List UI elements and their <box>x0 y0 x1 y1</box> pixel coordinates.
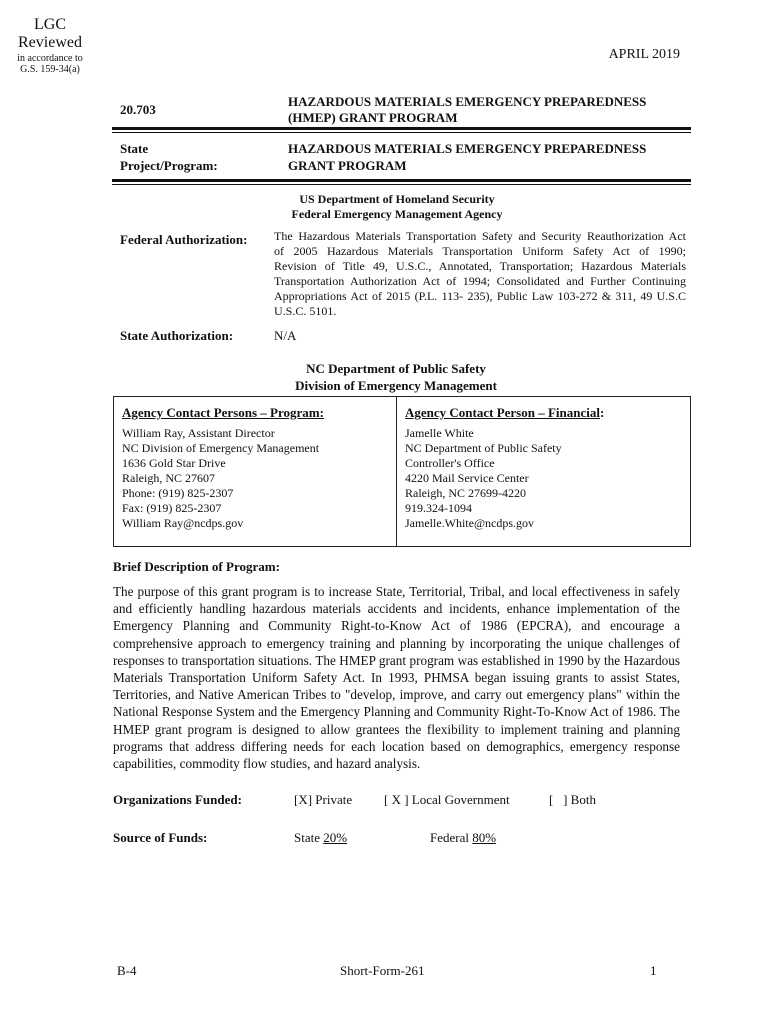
org-private-checkbox: [X] Private <box>294 792 353 807</box>
stamp-line-4: G.S. 159-34(a) <box>20 64 80 76</box>
lgc-review-stamp <box>8 16 92 76</box>
program-contact-fax: Fax: (919) 825-2307 <box>122 501 222 515</box>
financial-contact-line: 4220 Mail Service Center <box>405 471 529 485</box>
federal-authorization-line: Appropriations Act of 2015 (P.L. 113- 235), Public Law 103-272 & 311, 49 U.S.C <box>274 289 686 303</box>
federal-agency-line-1: US Department of Homeland Security <box>299 192 495 206</box>
state-program-label <box>120 140 218 174</box>
financial-contact-line: Jamelle White <box>405 426 474 440</box>
program-contact-cell <box>114 397 397 546</box>
federal-agency-line-2: Federal Emergency Management Agency <box>291 207 503 221</box>
state-program-value-line-2: GRANT PROGRAM <box>288 158 407 173</box>
state-authorization-value: N/A <box>274 328 297 343</box>
federal-funds-value: 80% <box>472 830 497 845</box>
state-program-value <box>288 140 646 174</box>
agency-contacts-table <box>113 396 691 547</box>
org-both-checkbox: [ ] Both <box>549 792 596 807</box>
state-program-value-line-1: HAZARDOUS MATERIALS EMERGENCY PREPAREDNESS <box>288 141 647 156</box>
footer-form-name: Short-Form-261 <box>340 963 425 978</box>
financial-contact-cell <box>397 397 690 546</box>
financial-contact-heading-wrap <box>405 405 690 421</box>
state-funds <box>294 830 347 846</box>
program-contact-line: William Ray, Assistant Director <box>122 426 275 440</box>
state-program-divider <box>112 179 691 185</box>
financial-contact-line: Raleigh, NC 27699-4220 <box>405 486 526 500</box>
program-title <box>288 94 646 126</box>
state-funds-label: State <box>294 830 320 845</box>
state-program-label-line-2: Project/Program: <box>120 158 218 173</box>
program-contact-line: NC Division of Emergency Management <box>122 441 320 455</box>
stamp-line-2: Reviewed <box>18 34 82 52</box>
program-contact-email: William Ray@ncdps.gov <box>122 516 244 530</box>
federal-authorization-line: of 2005 Hazardous Materials Transportation Uniform Safety Act of 1990; <box>274 244 686 258</box>
federal-authorization-line: Revision of Title 49, U.S.C., Annotated, Transportation; Hazardous Materials <box>274 259 686 273</box>
state-funds-value: 20% <box>323 830 348 845</box>
program-contact-line: Raleigh, NC 27607 <box>122 471 215 485</box>
program-number: 20.703 <box>120 102 156 117</box>
financial-contact-email: Jamelle.White@ncdps.gov <box>405 516 535 530</box>
federal-authorization-label: Federal Authorization: <box>120 232 248 247</box>
footer-page-number: 1 <box>650 963 657 978</box>
financial-contact-heading: Agency Contact Person – Financial <box>405 405 600 420</box>
state-authorization-label: State Authorization: <box>120 328 234 343</box>
federal-agency <box>282 192 512 222</box>
state-program-label-line-1: State <box>120 141 149 156</box>
program-title-line-1: HAZARDOUS MATERIALS EMERGENCY PREPAREDNESS <box>288 94 647 109</box>
state-agency-line-2: Division of Emergency Management <box>295 378 497 393</box>
federal-funds <box>430 830 496 846</box>
org-local-government-checkbox: [ X ] Local Government <box>384 792 510 807</box>
brief-description-text: The purpose of this grant program is to increase State, Territorial, Tribal, and local effectiveness in safely and efficiently handling hazardous materials accidents and incidents, enhance implementation of the Emergency Planning and Community Right-to-Know Act of 1986 (EPCRA), and encourage a comprehensive approach to emergency training and planning by incorporating the unique challenges of responses to transportation situations. The HMEP grant program was established in 1990 by the Hazardous Materials Transportation Uniform Safety Act. In 1993, PHMSA began issuing grants to assist States, Territories, and Native American Tribes to "develop, improve, and carry out emergency plans" within the National Response System and the Emergency Planning and Community Right-To-Know Act of 1986. The HMEP grant program is designed to allow grantees the flexibility to implement training and planning programs that address differing needs for each location based on demographics, emergency response capabilities, commodity flow studies, and hazard analysis. <box>113 584 680 772</box>
state-agency <box>276 360 516 394</box>
financial-contact-line: NC Department of Public Safety <box>405 441 562 455</box>
footer-page-code: B-4 <box>117 963 137 978</box>
document-date: APRIL 2019 <box>608 47 680 62</box>
program-contact-heading: Agency Contact Persons – Program: <box>122 405 324 420</box>
source-of-funds-label: Source of Funds: <box>113 830 208 845</box>
financial-contact-line: Controller's Office <box>405 456 495 470</box>
program-contact-phone: Phone: (919) 825-2307 <box>122 486 234 500</box>
federal-authorization-line: The Hazardous Materials Transportation Safety and Security Reauthorization Act <box>274 229 686 243</box>
federal-funds-label: Federal <box>430 830 469 845</box>
financial-contact-phone: 919.324-1094 <box>405 501 472 515</box>
financial-contact-heading-colon: : <box>599 405 605 420</box>
federal-authorization-line: U.S.C. 5101. <box>274 304 337 318</box>
brief-description-heading: Brief Description of Program: <box>113 559 280 574</box>
stamp-line-1: LGC <box>34 16 66 33</box>
program-title-line-2: (HMEP) GRANT PROGRAM <box>288 110 458 125</box>
organizations-funded-label: Organizations Funded: <box>113 792 242 807</box>
stamp-line-3: in accordance to <box>17 52 83 64</box>
program-contact-line: 1636 Gold Star Drive <box>122 456 226 470</box>
federal-authorization-line: Transportation Authorization Act of 1994; Consolidated and Further Continuing <box>274 274 686 288</box>
header-divider <box>112 127 691 133</box>
state-agency-line-1: NC Department of Public Safety <box>306 361 486 376</box>
federal-authorization-text <box>274 229 686 319</box>
